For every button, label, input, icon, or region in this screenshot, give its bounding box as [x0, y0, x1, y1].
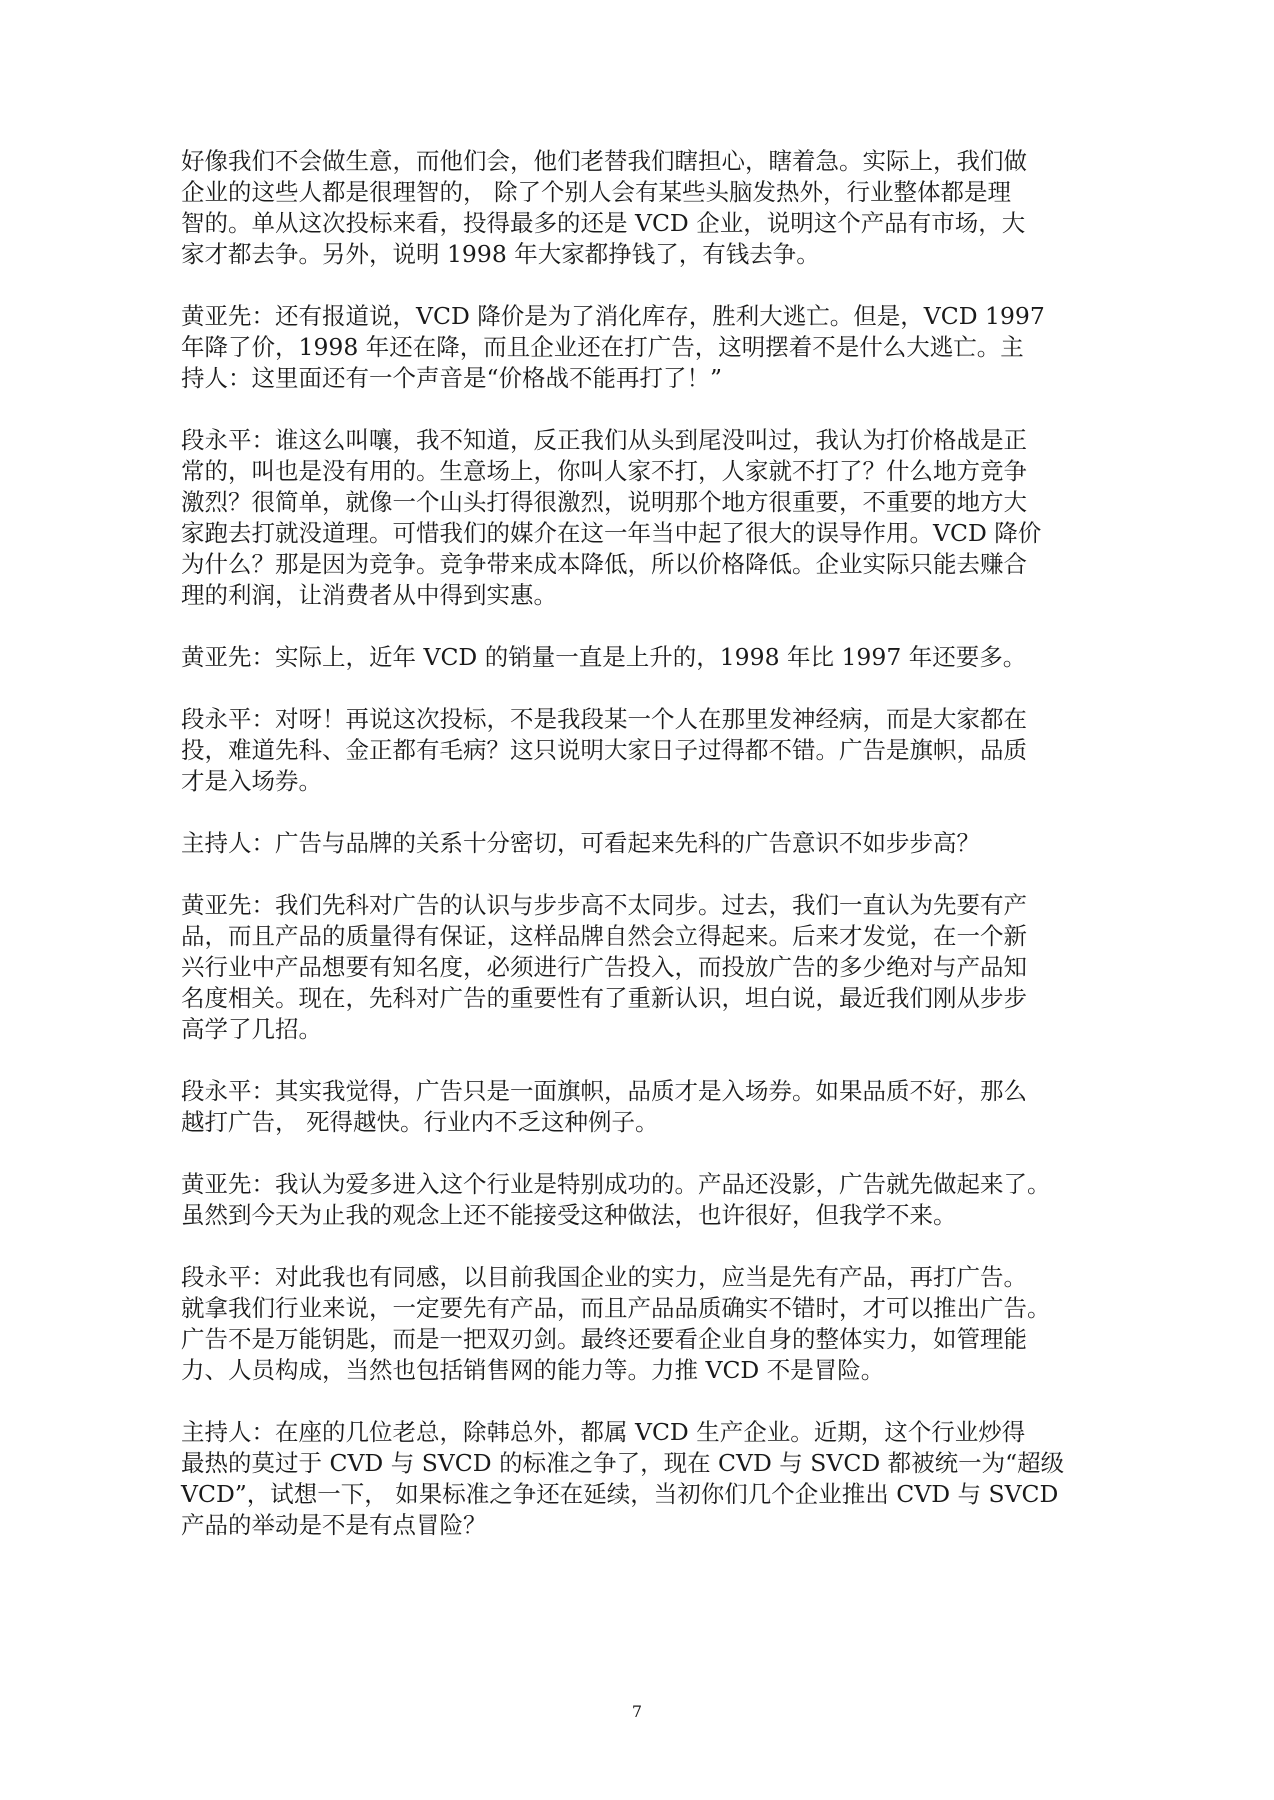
- text-line: 段永平：谁这么叫嚷，我不知道，反正我们从头到尾没叫过，我认为打价格战是正: [181, 426, 1027, 454]
- text-line: 黄亚先：实际上，近年 VCD 的销量一直是上升的，1998 年比 1997 年还要多。: [181, 643, 1027, 671]
- paragraph: [181, 1262, 1116, 1386]
- text-line: 力、人员构成，当然也包括销售网的能力等。力推 VCD 不是冒险。: [181, 1356, 885, 1384]
- text-line: 年降了价，1998 年还在降，而且企业还在打广告，这明摆着不是什么大逃亡。主: [181, 333, 1024, 361]
- text-line: 黄亚先：我认为爱多进入这个行业是特别成功的。产品还没影，广告就先做起来了。: [181, 1170, 1051, 1198]
- paragraph: [181, 146, 1116, 270]
- text-line: 广告不是万能钥匙，而是一把双刃剑。最终还要看企业自身的整体实力，如管理能: [181, 1325, 1027, 1353]
- text-line: 段永平：其实我觉得，广告只是一面旗帜，品质才是入场券。如果品质不好，那么: [181, 1077, 1027, 1105]
- text-line: 品，而且产品的质量得有保证，这样品牌自然会立得起来。后来才发觉，在一个新: [181, 922, 1027, 950]
- text-line: 越打广告， 死得越快。行业内不乏这种例子。: [181, 1108, 659, 1136]
- text-line: 才是入场券。: [181, 767, 322, 795]
- text-line: 持人：这里面还有一个声音是“价格战不能再打了！”: [181, 364, 723, 392]
- text-line: 为什么？那是因为竞争。竞争带来成本降低，所以价格降低。企业实际只能去赚合: [181, 550, 1027, 578]
- text-line: 高学了几招。: [181, 1015, 322, 1043]
- paragraph: [181, 828, 1116, 859]
- paragraph: [181, 1169, 1116, 1231]
- text-line: 段永平：对此我也有同感，以目前我国企业的实力，应当是先有产品，再打广告。: [181, 1263, 1027, 1291]
- text-line: 主持人：广告与品牌的关系十分密切，可看起来先科的广告意识不如步步高？: [181, 829, 980, 857]
- text-line: VCD”，试想一下， 如果标准之争还在延续，当初你们几个企业推出 CVD 与 SVCD: [181, 1480, 1059, 1508]
- text-line: 激烈？很简单，就像一个山头打得很激烈，说明那个地方很重要，不重要的地方大: [181, 488, 1027, 516]
- document-body: [181, 146, 1116, 1572]
- paragraph: [181, 301, 1116, 394]
- page-number: 7: [631, 1702, 643, 1721]
- text-line: 段永平：对呀！再说这次投标，不是我段某一个人在那里发神经病，而是大家都在: [181, 705, 1027, 733]
- text-line: 主持人：在座的几位老总，除韩总外，都属 VCD 生产企业。近期，这个行业炒得: [181, 1418, 1026, 1446]
- text-line: 黄亚先：还有报道说，VCD 降价是为了消化库存，胜利大逃亡。但是，VCD 1997: [181, 302, 1045, 330]
- text-line: 黄亚先：我们先科对广告的认识与步步高不太同步。过去，我们一直认为先要有产: [181, 891, 1027, 919]
- text-line: 家跑去打就没道理。可惜我们的媒介在这一年当中起了很大的误导作用。VCD 降价: [181, 519, 1042, 547]
- text-line: 家才都去争。另外，说明 1998 年大家都挣钱了，有钱去争。: [181, 240, 820, 268]
- text-line: 兴行业中产品想要有知名度，必须进行广告投入，而投放广告的多少绝对与产品知: [181, 953, 1027, 981]
- text-line: 最热的莫过于 CVD 与 SVCD 的标准之争了，现在 CVD 与 SVCD 都被统一为“超级: [181, 1449, 1065, 1477]
- text-line: 理的利润，让消费者从中得到实惠。: [181, 581, 557, 609]
- text-line: 产品的举动是不是有点冒险？: [181, 1511, 487, 1539]
- paragraph: [181, 1417, 1116, 1541]
- paragraph: [181, 704, 1116, 797]
- text-line: 虽然到今天为止我的观念上还不能接受这种做法，也许很好，但我学不来。: [181, 1201, 957, 1229]
- paragraph: [181, 890, 1116, 1045]
- paragraph: [181, 425, 1116, 611]
- text-line: 智的。单从这次投标来看，投得最多的还是 VCD 企业，说明这个产品有市场，大: [181, 209, 1026, 237]
- text-line: 名度相关。现在，先科对广告的重要性有了重新认识，坦白说，最近我们刚从步步: [181, 984, 1027, 1012]
- text-line: 常的，叫也是没有用的。生意场上，你叫人家不打，人家就不打了？什么地方竞争: [181, 457, 1027, 485]
- paragraph: [181, 1076, 1116, 1138]
- text-line: 就拿我们行业来说，一定要先有产品，而且产品品质确实不错时，才可以推出广告。: [181, 1294, 1051, 1322]
- text-line: 投，难道先科、金正都有毛病？这只说明大家日子过得都不错。广告是旗帜，品质: [181, 736, 1027, 764]
- paragraph: [181, 642, 1116, 673]
- text-line: 好像我们不会做生意，而他们会，他们老替我们瞎担心，瞎着急。实际上，我们做: [181, 147, 1027, 175]
- text-line: 企业的这些人都是很理智的， 除了个别人会有某些头脑发热外，行业整体都是理: [181, 178, 1011, 206]
